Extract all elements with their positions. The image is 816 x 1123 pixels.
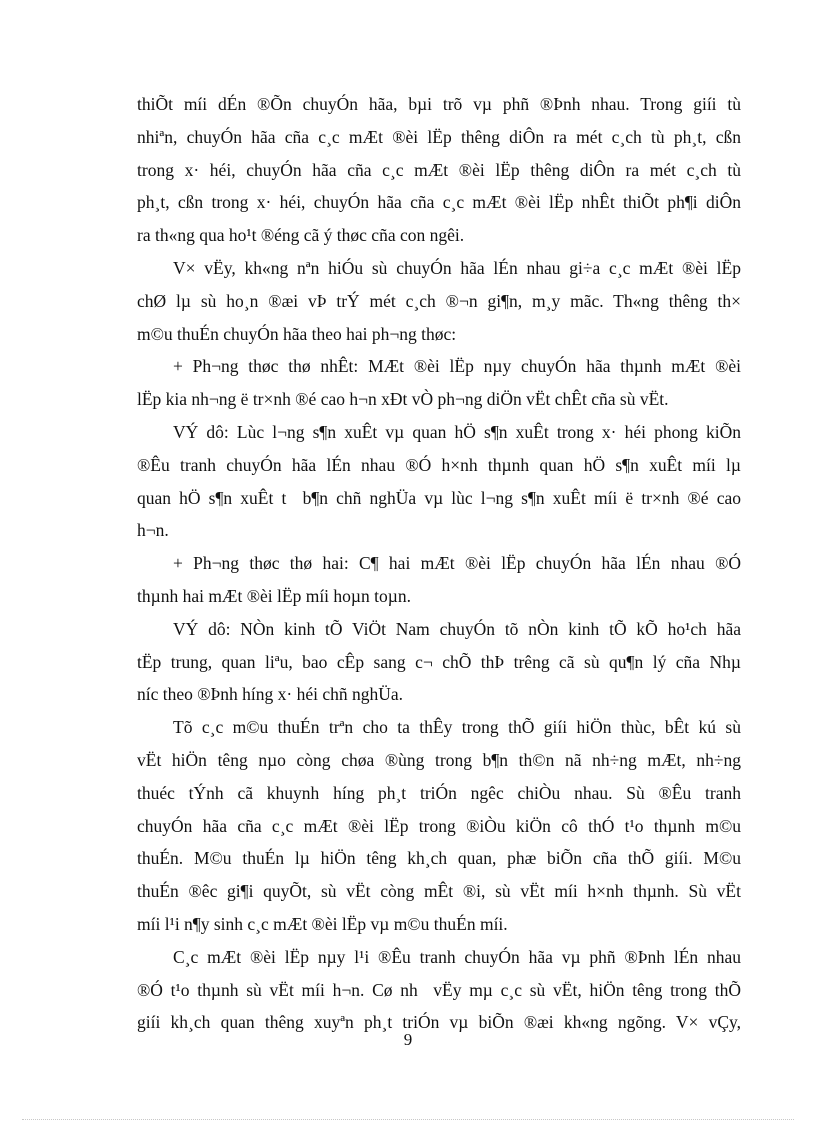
text-line: h¬n. (137, 520, 169, 541)
text-line: ra th«ng qua ho¹t ®éng cã ý thøc cña con ngêi. (137, 225, 465, 246)
text-line: ph¸t, cßn trong x· héi, chuyÓn hãa cña c¸c mÆt ®èi lËp nhÊt thiÕt ph¶i diÔn (137, 192, 741, 213)
text-line: quan hÖ s¶n xuÊt t b¶n chñ nghÜa vµ lùc l¬ng s¶n xuÊt míi ë tr×nh ®é cao (137, 487, 741, 508)
text-line: VÝ dô: NÒn kinh tÕ ViÖt Nam chuyÓn tõ nÒn kinh tÕ kÕ ho¹ch hãa (173, 618, 741, 639)
text-line: thµnh hai mÆt ®èi lËp míi hoµn toµn. (137, 585, 411, 606)
text-line: nhiªn, chuyÓn hãa cña c¸c mÆt ®èi lËp thêng diÔn ra mét c¸ch tù ph¸t, cßn (137, 126, 741, 147)
text-line: níc theo ®Þnh híng x· héi chñ nghÜa. (137, 684, 404, 705)
text-line: thiÕt míi dÉn ®Õn chuyÓn hãa, bµi trõ vµ phñ ®Þnh nhau. Trong giíi tù (137, 94, 741, 114)
paragraph-5 (137, 547, 741, 613)
text-line: VÝ dô: Lùc l¬ng s¶n xuÊt vµ quan hÖ s¶n xuÊt trong x· héi phong kiÕn (173, 421, 741, 442)
text-line: + Ph¬ng thøc thø hai: C¶ hai mÆt ®èi lËp chuyÓn hãa lÉn nhau ®Ó (173, 553, 741, 574)
text-line: Tõ c¸c m©u thuÉn trªn cho ta thÊy trong thÕ giíi hiÖn thùc, bÊt kú sù (173, 717, 741, 738)
text-line: ®Ó t¹o thµnh sù vËt míi h¬n. Cø nh vËy mµ c¸c sù vËt, hiÖn têng trong thÕ (137, 979, 741, 1000)
text-line: trong x· héi, chuyÓn hãa cña c¸c mÆt ®èi lËp thêng diÔn ra mét c¸ch tù (137, 159, 741, 180)
paragraph-2 (137, 252, 741, 350)
paragraph-7 (137, 711, 741, 941)
text-line: chØ lµ sù ho¸n ®æi vÞ trÝ mét c¸ch ®¬n gi¶n, m¸y mãc. Th«ng thêng th× (137, 290, 741, 311)
text-line: chuyÓn hãa cña c¸c mÆt ®èi lËp trong ®iÒu kiÖn cô thÓ t¹o thµnh m©u (137, 815, 741, 836)
text-line: V× vËy, kh«ng nªn hiÓu sù chuyÓn hãa lÉn nhau gi÷a c¸c mÆt ®èi lËp (173, 257, 741, 278)
text-line: thuÉn. M©u thuÉn lµ hiÖn têng kh¸ch quan, phæ biÕn cña thÕ giíi. M©u (137, 848, 741, 869)
text-line: vËt hiÖn têng nµo còng chøa ®ùng trong b¶n th©n nã nh÷ng mÆt, nh÷ng (137, 749, 741, 770)
text-line: thuÉn ®êc gi¶i quyÕt, sù vËt còng mÊt ®i, sù vËt míi h×nh thµnh. Sù vËt (137, 881, 741, 902)
body-text (137, 88, 741, 1039)
paragraph-8 (137, 941, 741, 1039)
page-bottom-divider (22, 1119, 794, 1120)
paragraph-1 (137, 88, 741, 252)
text-line: + Ph¬ng thøc thø nhÊt: MÆt ®èi lËp nµy chuyÓn hãa thµnh mÆt ®èi (173, 356, 741, 377)
text-line: C¸c mÆt ®èi lËp nµy l¹i ®Êu tranh chuyÓn hãa vµ phñ ®Þnh lÉn nhau (173, 946, 741, 967)
paragraph-4 (137, 416, 741, 547)
text-line: giíi kh¸ch quan thêng xuyªn ph¸t triÓn vµ biÕn ®æi kh«ng ngõng. V× vÇy, (137, 1012, 741, 1033)
text-line: m©u thuÉn chuyÓn hãa theo hai ph¬ng thøc: (137, 323, 457, 344)
text-line: míi l¹i n¶y sinh c¸c mÆt ®èi lËp vµ m©u thuÉn míi. (137, 913, 508, 934)
text-line: tËp trung, quan liªu, bao cÊp sang c¬ chÕ thÞ trêng cã sù qu¶n lý cña Nhµ (137, 651, 741, 672)
paragraph-3 (137, 350, 741, 416)
page-number: 9 (403, 1030, 413, 1049)
paragraph-6 (137, 613, 741, 711)
text-line: ®Êu tranh chuyÓn hãa lÉn nhau ®Ó h×nh thµnh quan hÖ s¶n xuÊt míi lµ (137, 454, 741, 475)
text-line: thuéc tÝnh cã khuynh híng ph¸t triÓn ngêc chiÒu nhau. Sù ®Êu tranh (137, 782, 741, 803)
text-line: lËp kia nh¬ng ë tr×nh ®é cao h¬n xÐt vÒ ph¬ng diÖn vËt chÊt cña sù vËt. (137, 389, 669, 410)
